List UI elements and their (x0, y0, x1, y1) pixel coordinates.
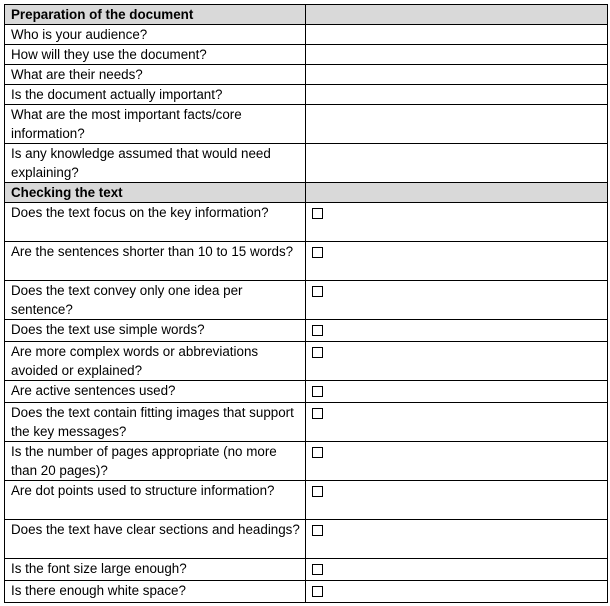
checkbox-cell (306, 342, 608, 381)
checkbox-cell (306, 403, 608, 442)
answer-cell[interactable] (306, 105, 608, 144)
question-cell: What are the most important facts/core information? (5, 105, 306, 144)
question-cell: Is the number of pages appropriate (no more than 20 pages)? (5, 442, 306, 481)
checkbox[interactable] (312, 486, 323, 497)
section-header-row (5, 183, 608, 203)
table-row (5, 144, 608, 183)
question-cell: Does the text have clear sections and headings? (5, 520, 306, 559)
checkbox-cell (306, 581, 608, 603)
checkbox-cell (306, 442, 608, 481)
checklist-table (4, 4, 608, 603)
question-cell: Does the text convey only one idea per sentence? (5, 281, 306, 320)
checkbox[interactable] (312, 564, 323, 575)
checkbox[interactable] (312, 525, 323, 536)
question-cell: Are active sentences used? (5, 381, 306, 403)
table-row (5, 85, 608, 105)
table-row (5, 381, 608, 403)
table-row (5, 242, 608, 281)
question-cell: Does the text use simple words? (5, 320, 306, 342)
answer-cell[interactable] (306, 45, 608, 65)
checkbox[interactable] (312, 347, 323, 358)
section-title: Preparation of the document (5, 5, 306, 25)
checkbox-cell (306, 320, 608, 342)
checkbox[interactable] (312, 208, 323, 219)
checkbox-cell (306, 203, 608, 242)
checkbox[interactable] (312, 408, 323, 419)
question-cell: Does the text contain fitting images that support the key messages? (5, 403, 306, 442)
question-cell: Is the document actually important? (5, 85, 306, 105)
section-header-blank (306, 5, 608, 25)
table-row (5, 559, 608, 581)
table-row (5, 25, 608, 45)
table-row (5, 442, 608, 481)
table-row (5, 45, 608, 65)
section-header-row (5, 5, 608, 25)
answer-cell[interactable] (306, 85, 608, 105)
table-row (5, 203, 608, 242)
checkbox[interactable] (312, 447, 323, 458)
checkbox-cell (306, 281, 608, 320)
question-cell: Is there enough white space? (5, 581, 306, 603)
checkbox[interactable] (312, 386, 323, 397)
table-row (5, 403, 608, 442)
table-row (5, 320, 608, 342)
question-cell: Who is your audience? (5, 25, 306, 45)
question-cell: Is any knowledge assumed that would need explaining? (5, 144, 306, 183)
table-row (5, 105, 608, 144)
question-cell: Does the text focus on the key information? (5, 203, 306, 242)
checkbox[interactable] (312, 325, 323, 336)
answer-cell[interactable] (306, 25, 608, 45)
table-row (5, 581, 608, 603)
checkbox-cell (306, 242, 608, 281)
question-cell: Is the font size large enough? (5, 559, 306, 581)
table-row (5, 65, 608, 85)
table-row (5, 281, 608, 320)
question-cell: How will they use the document? (5, 45, 306, 65)
section-title: Checking the text (5, 183, 306, 203)
checkbox[interactable] (312, 247, 323, 258)
question-cell: Are the sentences shorter than 10 to 15 words? (5, 242, 306, 281)
checkbox[interactable] (312, 586, 323, 597)
question-cell: Are dot points used to structure information? (5, 481, 306, 520)
question-cell: What are their needs? (5, 65, 306, 85)
checkbox-cell (306, 481, 608, 520)
checkbox[interactable] (312, 286, 323, 297)
checkbox-cell (306, 520, 608, 559)
checkbox-cell (306, 559, 608, 581)
question-cell: Are more complex words or abbreviations avoided or explained? (5, 342, 306, 381)
checkbox-cell (306, 381, 608, 403)
answer-cell[interactable] (306, 144, 608, 183)
answer-cell[interactable] (306, 65, 608, 85)
section-header-blank (306, 183, 608, 203)
table-row (5, 342, 608, 381)
table-row (5, 520, 608, 559)
table-row (5, 481, 608, 520)
